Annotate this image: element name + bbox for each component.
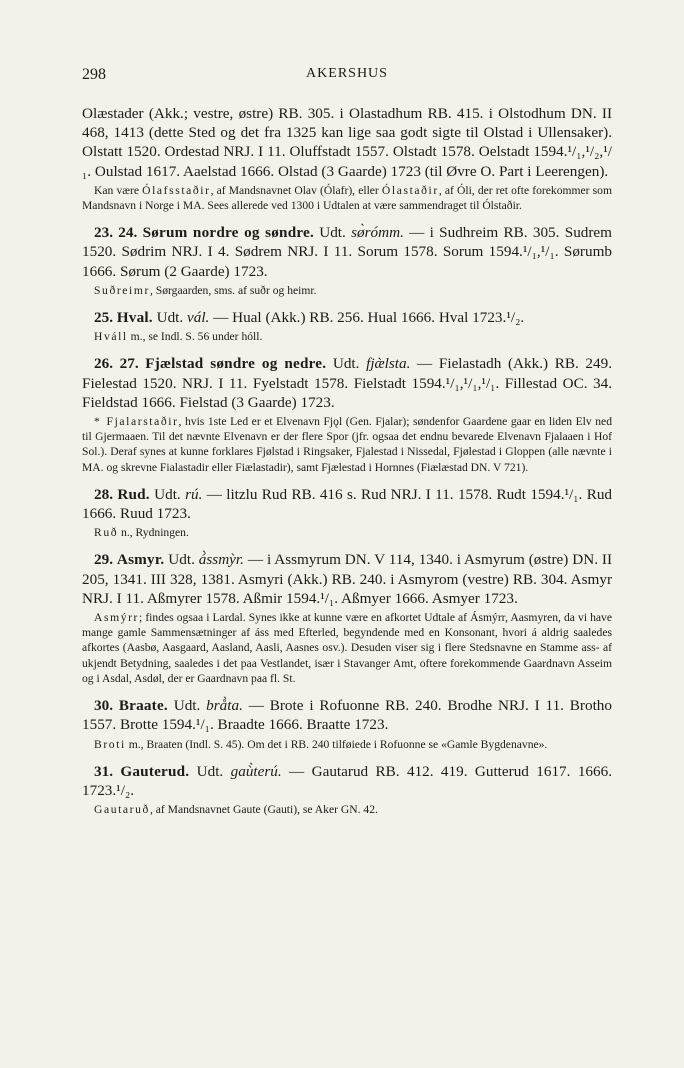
entry-note: Asmýrr; findes ogsaa i Lardal. Synes ikke at kunne være en afkortet Udtale af Ásmýrr, Aasmyren, da vi have mange gamle Sammensætninger af áss med Efterled, begyndende med en Konsonant, hvori á aldrig saaledes afkortes (Aasbø, Aasgaard, Aasland, Aasli, Aasnes osv.). Desuden viser sig i flere Stedsnavne en Stamme ass- af ukjendt Betydning, saaledes i det paa Vestlandet, især i Stavanger Amt, oftere forekommende Gaardnavn Asseim og i Asdal, Asdøl, der er Gaardnavn paa fl. St.	[82, 611, 612, 685]
entry-asmyr	[82, 550, 612, 686]
entry-text: 31. Gauterud. Udt. gaù̀terú. — Gautarud RB. 412. 419. Gutterud 1617. 1666. 1723.¹/₂.	[82, 762, 613, 799]
entry-gauterud	[82, 762, 612, 818]
page-header	[82, 66, 612, 86]
note-form: Asmýrr	[94, 611, 140, 625]
entry-text: 23. 24. Sørum nordre og søndre. Udt. sø̀rómm. — i Sudhreim RB. 305. Sudrem 1520. Sødrim NRJ. I 4. Sødrem NRJ. I 11. Sorum 1578. Sorum 1594.¹/₁,¹/₁. Sørumb 1666. Sørum (2 Gaarde) 1723.	[82, 224, 612, 280]
entry-text: 29. Asmyr. Udt. á̀ssmỳr. — i Assmyrum DN. V 114, 1340. i Asmyrum (østre) DN. II 205, 1341. III 328, 1381. Asmyri (Akk.) RB. 240. i Asmyrom (vestre) RB. 304. Asmyr NRJ. I 11. Aßmyrer 1578. Aßmir 1594.¹/₁. Aßmyer 1666. Asmyer 1723.	[82, 551, 613, 607]
running-title: AKERSHUS	[306, 66, 388, 81]
entry-note: * Fjalarstaðir, hvis 1ste Led er et Elvenavn Fjǫl (Gen. Fjalar); søndenfor Gaardene gaar en liden Elv ned til Gjermaaen. Til det nævnte Elvenavn er der flere Spor (jfr. ogsaa det endnu bevarede Elvenavn Fjalaaen i Hof Sol.). Deraf synes at kunne forklares Fjølstad i Ringsaker, Fjalestad i Nissedal, Fjølestad i Gloppen (alle nævnte i MA. og skrevne Fialastadir eller Fiælastadir), samt Fjælestad i Hornnes (Fiælæstad DN. V 721).	[82, 415, 612, 474]
entry-rud	[82, 485, 612, 541]
entry-note: Gautaruð, af Mandsnavnet Gaute (Gauti), se Aker GN. 42.	[94, 803, 378, 817]
pronunciation: á̀ssmỳr.	[198, 551, 244, 569]
entry-name: Braate.	[118, 697, 168, 715]
entry-number: 29.	[94, 551, 113, 569]
note-form: * Fjalarstaðir	[94, 415, 179, 429]
entry-name: Asmyr.	[116, 551, 165, 569]
entry-name: Rud.	[117, 485, 150, 503]
note-form: Hváll	[94, 330, 128, 344]
note-form: Broti	[94, 737, 126, 751]
entry-hval	[82, 308, 612, 344]
entry-name: Fjælstad søndre og nedre.	[145, 355, 327, 373]
pronunciation: brå̀ta.	[206, 697, 243, 715]
entry-name: Gauterud.	[120, 762, 190, 780]
entry-number: 31.	[94, 762, 113, 780]
intro-note: Kan være Ólafsstaðir, af Mandsnavnet Olav (Ólafr), eller Ólastaðir, af Óli, der ret ofte forekommer som Mandsnavn i Norge i MA. Sees allerede ved 1300 i Udtalen at være sammendraget til Ólstaðir.	[82, 183, 612, 213]
note-form: Ólastaðir	[381, 183, 439, 197]
intro-paragraph: Olæstader (Akk.; vestre, østre) RB. 305. i Olastadhum RB. 415. i Olstodhum DN. II 468, 1413 (dette Sted og det fra 1325 kan lige saa godt sigte til Olstad i Ullensaker). Olstatt 1520. Ordestad NRJ. I 11. Oluffstadt 1557. Olstadt 1578. Oelstadt 1594.¹/₁,¹/₂,¹/₁. Oulstad 1617. Aaelstad 1666. Olstad (3 Gaarde) 1723 (til Øvre O. Part i Leerengen).	[82, 105, 612, 180]
entry-name: Sørum nordre og søndre.	[142, 224, 314, 242]
note-form: Suðreimr	[94, 283, 150, 297]
entry-name: Hval.	[116, 309, 153, 327]
pronunciation: fjæ̀lsta.	[366, 355, 411, 373]
entry-number: 30.	[94, 697, 113, 715]
entry-fjaelstad	[82, 354, 612, 474]
entry-number: 25.	[94, 309, 113, 327]
entry-note: Broti m., Braaten (Indl. S. 45). Om det i RB. 240 tilføiede i Rofuonne se «Gamle Bygdenavne».	[94, 737, 548, 751]
entry-text: 26. 27. Fjælstad søndre og nedre. Udt. fjæ̀lsta. — Fielastadh (Akk.) RB. 249. Fielestad 1520. NRJ. I 11. Fyelstadt 1578. Fielstadt 1594.¹/₁,¹/₁,¹/₁. Fillestad OC. 34. Fieldstad 1666. Fielstad (3 Gaarde) 1723.	[82, 355, 612, 411]
pronunciation: gaù̀terú.	[230, 762, 282, 780]
entry-number: 28.	[94, 485, 113, 503]
entry-note: Hváll m., se Indl. S. 56 under hóll.	[94, 330, 263, 344]
entry-sorum	[82, 223, 612, 298]
entry-note: Suðreimr, Sørgaarden, sms. af suðr og heimr.	[94, 283, 317, 297]
entry-text: 28. Rud. Udt. rú. — litzlu Rud RB. 416 s. Rud NRJ. I 11. 1578. Rudt 1594.¹/₁. Rud 1666. Ruud 1723.	[82, 485, 613, 523]
entry-number: 26. 27.	[94, 355, 139, 373]
entry-braate	[82, 696, 612, 752]
note-form: Gautaruð	[94, 803, 150, 817]
pronunciation: vál.	[186, 309, 210, 327]
entry-text: 25. Hval. Udt. vál. — Hual (Akk.) RB. 256. Hual 1666. Hval 1723.¹/₂.	[94, 309, 525, 327]
pronunciation: rú.	[185, 485, 203, 503]
entry-number: 23. 24.	[94, 224, 138, 242]
entry-note: Ruð n., Rydningen.	[94, 526, 189, 540]
entry-text: 30. Braate. Udt. brå̀ta. — Brote i Rofuonne RB. 240. Brodhe NRJ. I 11. Brotho 1557. Brotte 1594.¹/₁. Braadte 1666. Braatte 1723.	[82, 697, 612, 734]
pronunciation: sø̀rómm.	[351, 224, 404, 242]
page-number: 298	[82, 66, 106, 83]
note-form: Ruð	[94, 526, 119, 540]
page-body	[82, 104, 612, 817]
note-form: Ólafsstaðir	[142, 183, 211, 197]
